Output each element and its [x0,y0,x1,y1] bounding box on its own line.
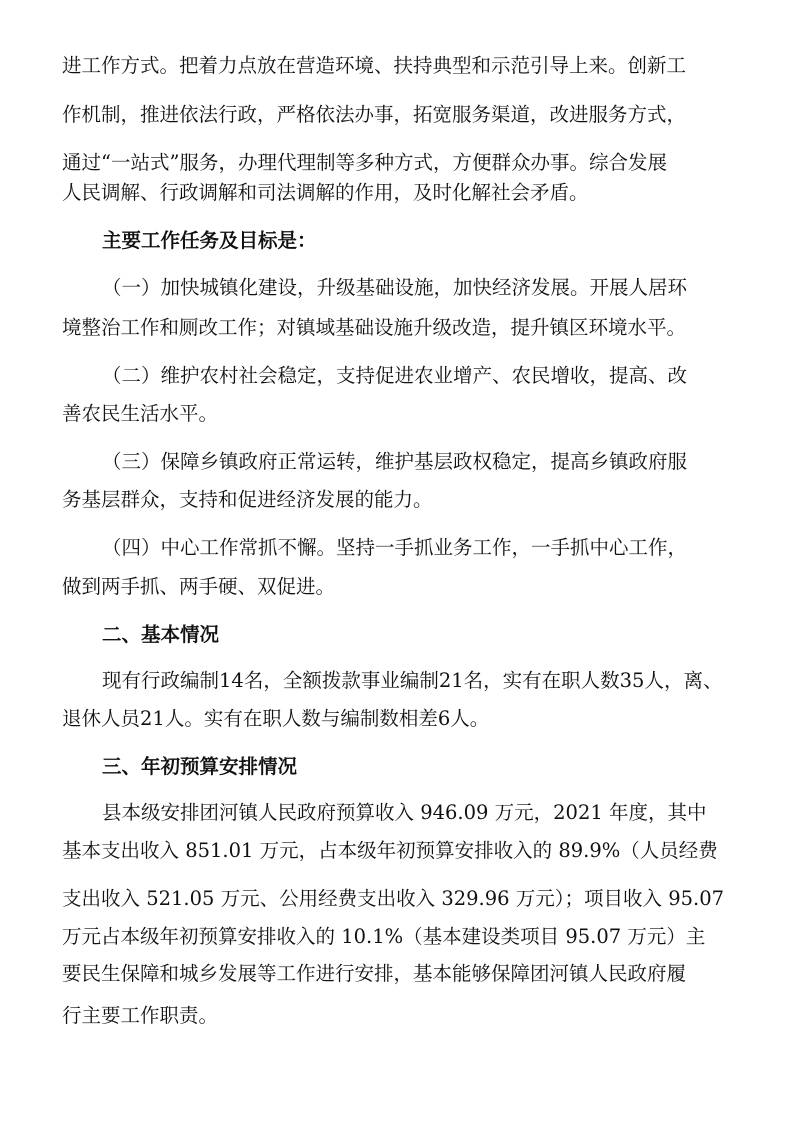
paragraph-line: 做到两手抓、两手硬、双促进。 [62,575,336,598]
paragraph-line: 现有行政编制14名，全额拨款事业编制21名，实有在职人数35人，离、 [102,669,723,692]
paragraph-line: 作机制，推进依法行政，严格依法办事，拓宽服务渠道，改进服务方式， [62,103,687,126]
paragraph-line: 进工作方式。把着力点放在营造环境、扶持典型和示范引导上来。创新工 [62,54,687,77]
paragraph-line: （三）保障乡镇政府正常运转，维护基层政权稳定，提高乡镇政府服 [102,450,688,473]
paragraph-line: 行主要工作职责。 [62,1004,219,1027]
paragraph-line: 务基层群众，支持和促进经济发展的能力。 [62,488,433,511]
paragraph-line: （四）中心工作常抓不懈。坚持一手抓业务工作，一手抓中心工作， [102,536,688,559]
paragraph-line: （二）维护农村社会稳定，支持促进农业增产、农民增收，提高、改 [102,364,688,387]
paragraph-line: 善农民生活水平。 [62,402,219,425]
section-heading: 三、年初预算安排情况 [102,755,298,778]
paragraph-line: 通过“一站式”服务，办理代理制等多种方式，方便群众办事。综合发展 [62,151,667,174]
paragraph-line: 支出收入 521.05 万元、公用经费支出收入 329.96 万元）；项目收入 95.07 [62,887,725,910]
section-heading: 主要工作任务及目标是： [102,229,317,252]
paragraph-line: 基本支出收入 851.01 万元，占本级年初预算安排收入的 89.9%（人员经费 [62,839,718,862]
section-heading: 二、基本情况 [102,623,220,646]
paragraph-line: （一）加快城镇化建设，升级基础设施，加快经济发展。开展人居环 [102,276,688,299]
paragraph-line: 人民调解、行政调解和司法调解的作用，及时化解社会矛盾。 [62,181,589,204]
paragraph-line: 要民生保障和城乡发展等工作进行安排，基本能够保障团河镇人民政府履 [62,962,687,985]
paragraph-line: 退休人员21人。实有在职人数与编制数相差6人。 [62,707,490,730]
paragraph-line: 万元占本级年初预算安排收入的 10.1%（基本建设类项目 95.07 万元）主 [62,925,706,948]
paragraph-line: 境整治工作和厕改工作；对镇域基础设施升级改造，提升镇区环境水平。 [62,316,687,339]
paragraph-line: 县本级安排团河镇人民政府预算收入 946.09 万元，2021 年度，其中 [102,801,707,824]
